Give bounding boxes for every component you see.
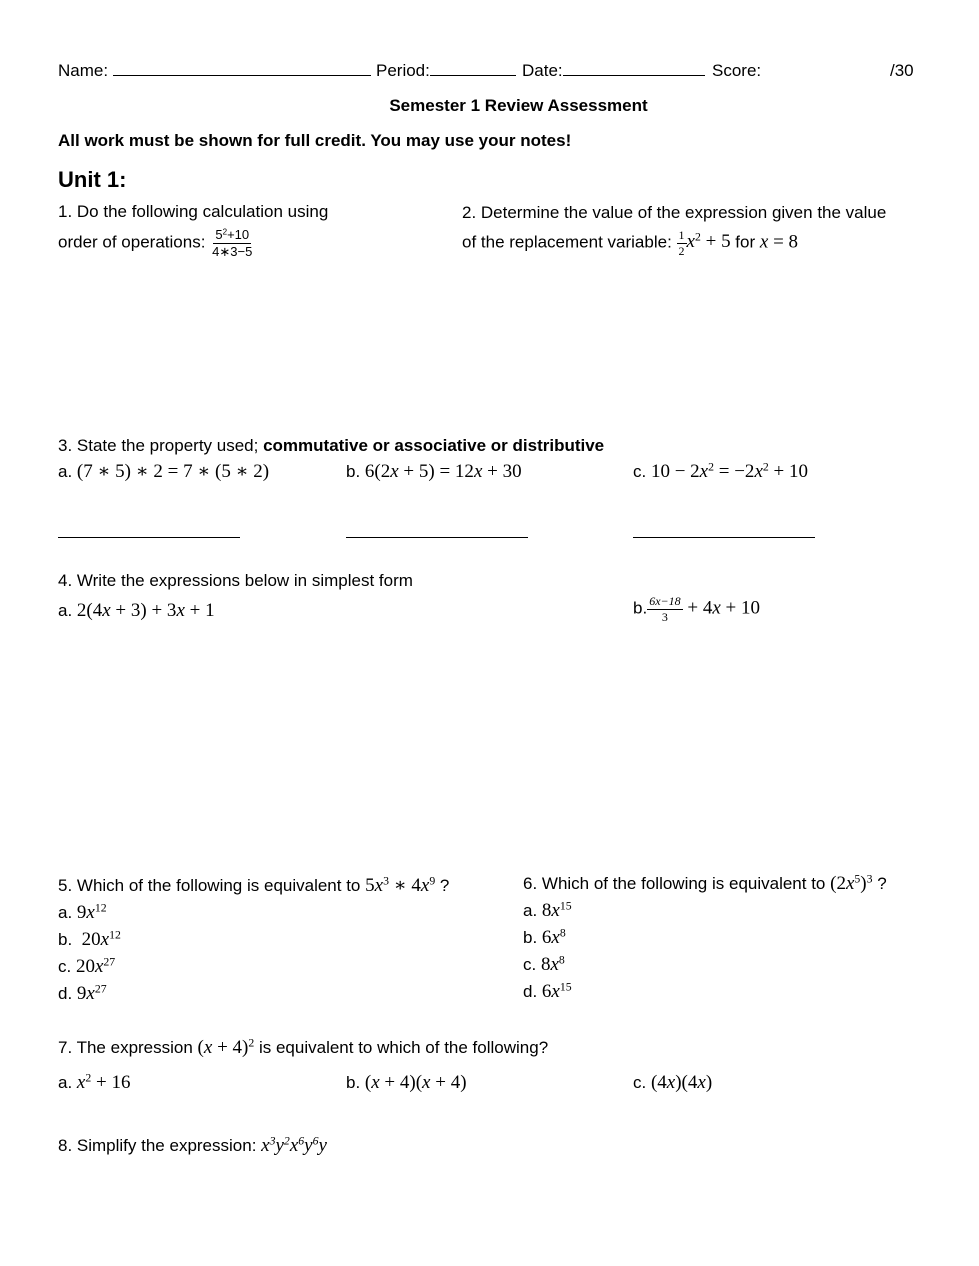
q3a-answer-line[interactable] bbox=[58, 537, 240, 538]
period-field[interactable] bbox=[376, 61, 516, 81]
q2-fraction: $\frac{1}{2}$ bbox=[678, 228, 685, 258]
q6-option-c[interactable]: c. $8x^8$ bbox=[523, 953, 565, 975]
q5-option-c[interactable]: c. $20x^{27}$ bbox=[58, 955, 116, 977]
period-label: Period: bbox=[376, 61, 430, 80]
q8-prompt: 8. Simplify the expression: $x^3y^2x^6y^6y$ bbox=[58, 1134, 327, 1156]
q4b-fraction: $\frac{6x-18}{3}$ bbox=[649, 594, 681, 624]
q3-option-b: b. 6(2x + 5) = 12x + 30 bbox=[346, 461, 522, 482]
q6-option-a[interactable]: a. $8x^{15}$ bbox=[523, 899, 572, 921]
question-1 bbox=[58, 228, 254, 258]
q5-prompt: 5. Which of the following is equivalent to $5x^3$ ∗ $4x^9$ ? bbox=[58, 874, 450, 896]
q3-prompt-bold: commutative or associative or distributive bbox=[263, 436, 605, 455]
instructions: All work must be shown for full credit. You may use your notes! bbox=[58, 131, 572, 150]
q6-option-b[interactable]: b. $6x^8$ bbox=[523, 926, 566, 948]
q5-option-d[interactable]: d. $9x^{27}$ bbox=[58, 982, 107, 1004]
date-blank[interactable] bbox=[563, 75, 705, 76]
q1-line1: 1. Do the following calculation using bbox=[58, 202, 329, 221]
q1-line2: order of operations: bbox=[58, 232, 206, 252]
period-blank[interactable] bbox=[430, 75, 516, 76]
score-total: /30 bbox=[890, 61, 914, 80]
date-field[interactable] bbox=[522, 61, 705, 81]
q7-option-c[interactable]: c. (4x)(4x) bbox=[633, 1072, 713, 1093]
q7-option-a[interactable]: a. $x^2 + 16$ bbox=[58, 1071, 131, 1093]
q3c-answer-line[interactable] bbox=[633, 537, 815, 538]
q7-option-b[interactable]: b. (x + 4)(x + 4) bbox=[346, 1072, 467, 1093]
page-title: Semester 1 Review Assessment bbox=[389, 96, 648, 115]
date-label: Date: bbox=[522, 61, 563, 80]
q3-prompt: 3. State the property used; commutative or associative or distributive bbox=[58, 436, 605, 455]
q4-option-b: b. $\frac{6x-18}{3}$ + 4x + 10 bbox=[633, 594, 760, 624]
q2-for-text: for bbox=[730, 232, 760, 252]
q5-option-a[interactable]: a. $9x^{12}$ bbox=[58, 901, 107, 923]
q2-line1: 2. Determine the value of the expression given the value bbox=[462, 203, 887, 222]
name-field[interactable] bbox=[58, 61, 371, 81]
q7-prompt: 7. The expression $(x + 4)^2$ is equivalent to which of the following? bbox=[58, 1036, 549, 1058]
q1-numerator: $5^2+10$ bbox=[215, 227, 250, 242]
score-label: Score: bbox=[712, 61, 762, 80]
unit-heading: Unit 1: bbox=[58, 167, 127, 192]
q4-option-a: a. 2(4x + 3) + 3x + 1 bbox=[58, 600, 215, 621]
name-blank[interactable] bbox=[113, 75, 371, 76]
q1-denominator: 4∗3−5 bbox=[212, 243, 253, 259]
q4-prompt: 4. Write the expressions below in simplest form bbox=[58, 571, 413, 590]
q5-option-b[interactable]: b. $20x^{12}$ bbox=[58, 928, 121, 950]
q2-line2: of the replacement variable: bbox=[462, 232, 672, 252]
q3b-answer-line[interactable] bbox=[346, 537, 528, 538]
q3-option-a: a. (7 ∗ 5) ∗ 2 = 7 ∗ (5 ∗ 2) bbox=[58, 461, 270, 482]
q3-option-c: c. $10 - 2x^2 = -2x^2 + 10$ bbox=[633, 460, 808, 482]
q2-expression: $\frac{1}{2}$ $x^2 + 5$ bbox=[678, 228, 731, 258]
question-2 bbox=[462, 229, 798, 257]
q8-expression: $x^3y^2x^6y^6y$ bbox=[261, 1134, 327, 1156]
q6-prompt: 6. Which of the following is equivalent to $(2x^5)^3$ ? bbox=[523, 872, 887, 894]
q6-option-d[interactable]: d. $6x^{15}$ bbox=[523, 980, 572, 1002]
q2-condition: x = 8 bbox=[759, 231, 799, 253]
q1-fraction bbox=[210, 228, 254, 258]
name-label: Name: bbox=[58, 61, 109, 80]
